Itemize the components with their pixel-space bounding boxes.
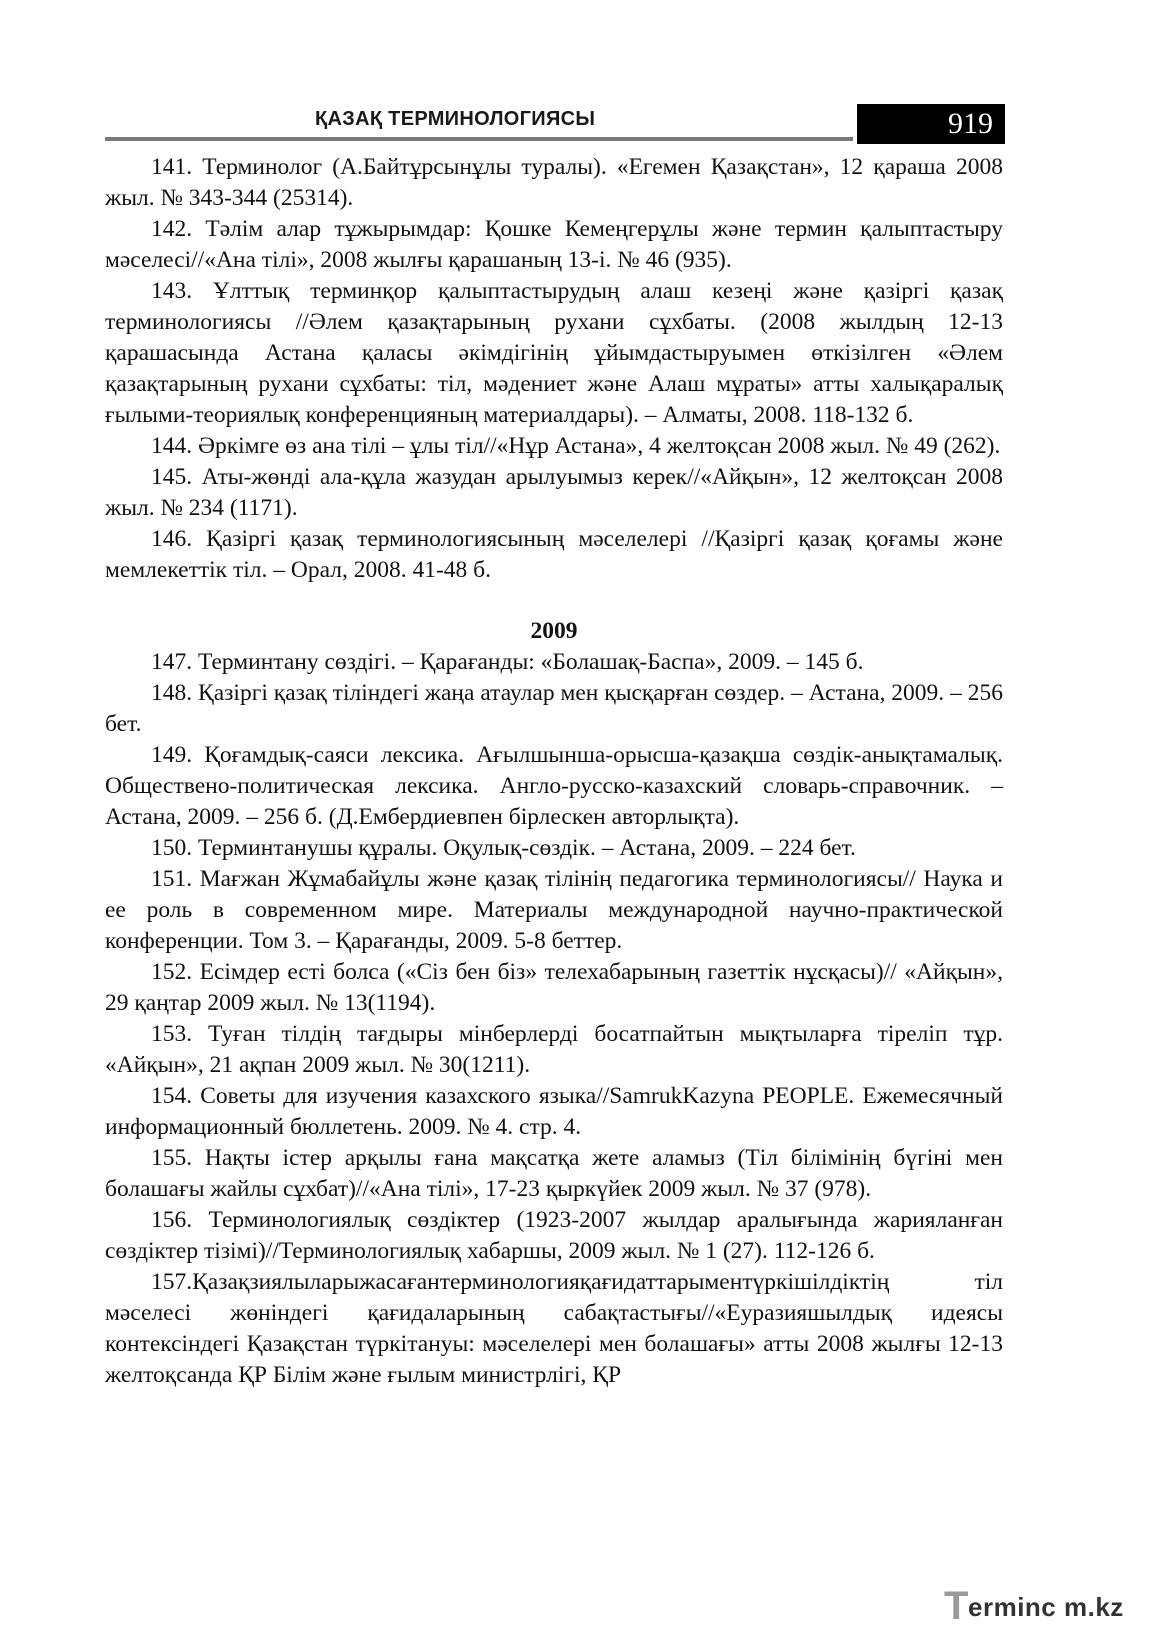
bibliography-entry: 144. Әркімге өз ана тілі – ұлы тіл//«Нұр Астана», 4 желтоқсан 2008 жыл. № 49 (262). — [151, 433, 1001, 459]
bibliography-entry: 151. Мағжан Жұмабайұлы және қазақ тілінің педагогика терминологиясы// Наука и ее роль в современном мире. Материалы международной научно-практической конференции. Том 3. – Қарағанды, 2009. 5-8 беттер. — [105, 866, 1003, 954]
bibliography-entry: 153. Туған тілдің тағдыры мінберлерді босатпайтын мықтыларға тіреліп тұр. «Айқын», 21 ақпан 2009 жыл. № 30(1211). — [105, 1021, 1003, 1078]
site-watermark — [944, 1586, 1134, 1626]
bibliography-entry: 157.Қазақзиялыларыжасағантерминологияқағидаттарыментүркішілдіктің тіл мәселесі жөніндегі қағидаларының сабақтастығы//«Еуразияшылдық идеясы контексіндегі Қазақстан түркітануы: мәселелері мен болашағы» атты 2008 жылғы 12-13 желтоқсанда ҚР Білім және ғылым министрлігі, ҚР — [105, 1269, 1003, 1388]
bibliography-entry: 146. Қазіргі қазақ терминологиясының мәселелері //Қазіргі қазақ қоғамы және мемлекеттік тіл. – Орал, 2008. 41-48 б. — [105, 526, 1003, 583]
bibliography-entry: 149. Қоғамдық-саяси лексика. Ағылшынша-орысша-қазақша сөздік-анықтамалық. Общественo-политическая лексика. Англо-русско-казахский словарь-справочник. – Астана, 2009. – 256 б. (Д.Ембердиевпен бірлескен авторлықта). — [105, 742, 1003, 830]
page-header — [105, 104, 1005, 146]
watermark-letter: T — [944, 1584, 969, 1628]
bibliography-entry: 150. Терминтанушы құралы. Оқулық-сөздік. – Астана, 2009. – 224 бет. — [151, 835, 856, 861]
bibliography-entry: 142. Тәлім алар тұжырымдар: Қошке Кемеңгерұлы және термин қалыптастыру мәселесі//«Ана тілі», 2008 жылғы қарашаның 13-і. № 46 (935). — [105, 216, 1003, 273]
bibliography-entry: 155. Нақты істер арқылы ғана мақсатқа жете аламыз (Тіл білімінің бүгіні мен болашағы жайлы сұхбат)//«Ана тілі», 17-23 қыркүйек 2009 жыл. № 37 (978). — [105, 1145, 1003, 1202]
page-number-box — [857, 104, 1005, 144]
header-rule — [105, 137, 853, 141]
year-heading: 2009 — [530, 618, 578, 644]
bibliography-entry: 141. Терминолог (А.Байтұрсынұлы туралы). «Егемен Қазақстан», 12 қараша 2008 жыл. № 343-344 (25314). — [105, 154, 1003, 211]
watermark-text: erminc m.kz — [968, 1592, 1124, 1622]
bibliography-list — [105, 152, 1003, 1391]
bibliography-entry: 147. Терминтану сөздігі. – Қарағанды: «Болашақ-Баспа», 2009. – 145 б. — [151, 649, 864, 675]
bibliography-entry: 148. Қазіргі қазақ тіліндегі жаңа атаулар мен қысқарған сөздер. – Астана, 2009. – 256 бет. — [105, 680, 1003, 737]
bibliography-entry: 156. Терминологиялық сөздіктер (1923-2007 жылдар аралығында жарияланған сөздіктер тізімі)//Терминологиялық хабаршы, 2009 жыл. № 1 (27). 112-126 б. — [105, 1207, 1003, 1264]
bibliography-entry: 154. Советы для изучения казахского языка//SamrukKazyna PEOPLE. Ежемесячный информационный бюллетень. 2009. № 4. стр. 4. — [105, 1083, 1003, 1140]
bibliography-entry: 152. Есімдер есті болса («Сіз бен біз» телехабарының газеттік нұсқасы)// «Айқын», 29 қаңтар 2009 жыл. № 13(1194). — [105, 959, 1003, 1016]
bibliography-entry: 145. Аты-жөнді ала-құла жазудан арылуымыз керек//«Айқын», 12 желтоқсан 2008 жыл. № 234 (1171). — [105, 464, 1003, 521]
bibliography-entry: 143. Ұлттық терминқор қалыптастырудың алаш кезеңі және қазіргі қазақ терминологиясы //Әлем қазақтарының рухани сұхбаты. (2008 жылдың 12-13 қарашасында Астана қаласы әкімдігінің ұйымдастыруымен өткізілген «Әлем қазақтарының рухани сұхбаты: тіл, мәдениет және Алаш мұраты» атты халықаралық ғылыми-теориялық конференцияның материалдары). – Алматы, 2008. 118-132 б. — [105, 278, 1003, 428]
running-title: ҚАЗАҚ ТЕРМИНОЛОГИЯСЫ — [315, 108, 596, 130]
page-number: 919 — [948, 107, 993, 140]
